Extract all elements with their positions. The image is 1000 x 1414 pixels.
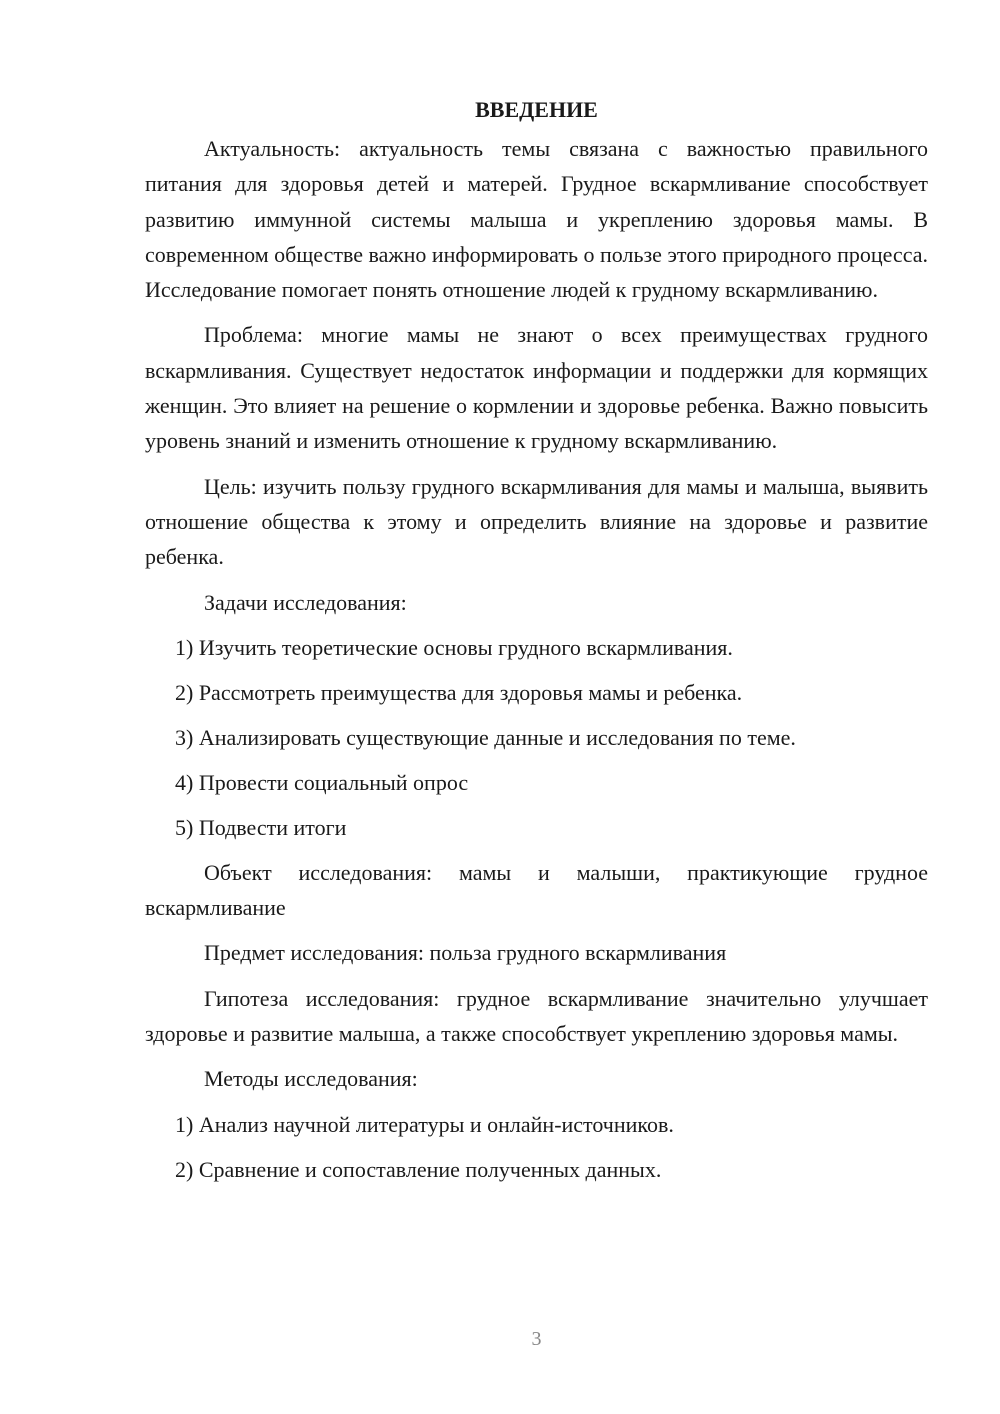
object-paragraph: Объект исследования: мамы и малыши, практикующие грудное вскармливание [145,859,928,921]
list-item: 5) Подвести итоги [175,814,347,840]
goal-paragraph: Цель: изучить пользу грудного вскармливания для мамы и малыша, выявить отношение общества к этому и определить влияние на здоровье и развитие ребенка. [145,473,928,570]
list-item: 1) Изучить теоретические основы грудного вскармливания. [175,634,733,660]
tasks-heading: Задачи исследования: [204,589,407,615]
tasks-list [145,630,928,845]
subject-paragraph: Предмет исследования: польза грудного вскармливания [204,940,727,966]
list-item: 2) Сравнение и сопоставление полученных данных. [175,1156,662,1182]
page-number: 3 [531,1328,542,1350]
relevance-paragraph: Актуальность: актуальность темы связана с важностью правильного питания для здоровья детей и матерей. Грудное вскармливание способствует развитию иммунной системы малыша и укреплению здоровья мамы. В современном обществе важно информировать о пользе этого природного процесса. Исследование помогает понять отношение людей к грудному вскармливанию. [145,136,928,303]
list-item: 1) Анализ научной литературы и онлайн-источников. [175,1111,674,1137]
hypothesis-paragraph: Гипотеза исследования: грудное вскармливание значительно улучшает здоровье и развитие малыша, а также способствует укреплению здоровья мамы. [145,985,928,1047]
methods-list [145,1107,928,1187]
list-item: 2) Рассмотреть преимущества для здоровья мамы и ребенка. [175,679,743,705]
problem-paragraph: Проблема: многие мамы не знают о всех преимуществах грудного вскармливания. Существует недостаток информации и поддержки для кормящих женщин. Это влияет на решение о кормлении и здоровье ребенка. Важно повысить уровень знаний и изменить отношение к грудному вскармливанию. [145,322,928,454]
list-item: 3) Анализировать существующие данные и исследования по теме. [175,724,796,750]
list-item: 4) Провести социальный опрос [175,769,469,795]
section-title: ВВЕДЕНИЕ [475,97,598,122]
methods-heading: Методы исследования: [204,1066,418,1092]
document-page [145,92,928,1197]
